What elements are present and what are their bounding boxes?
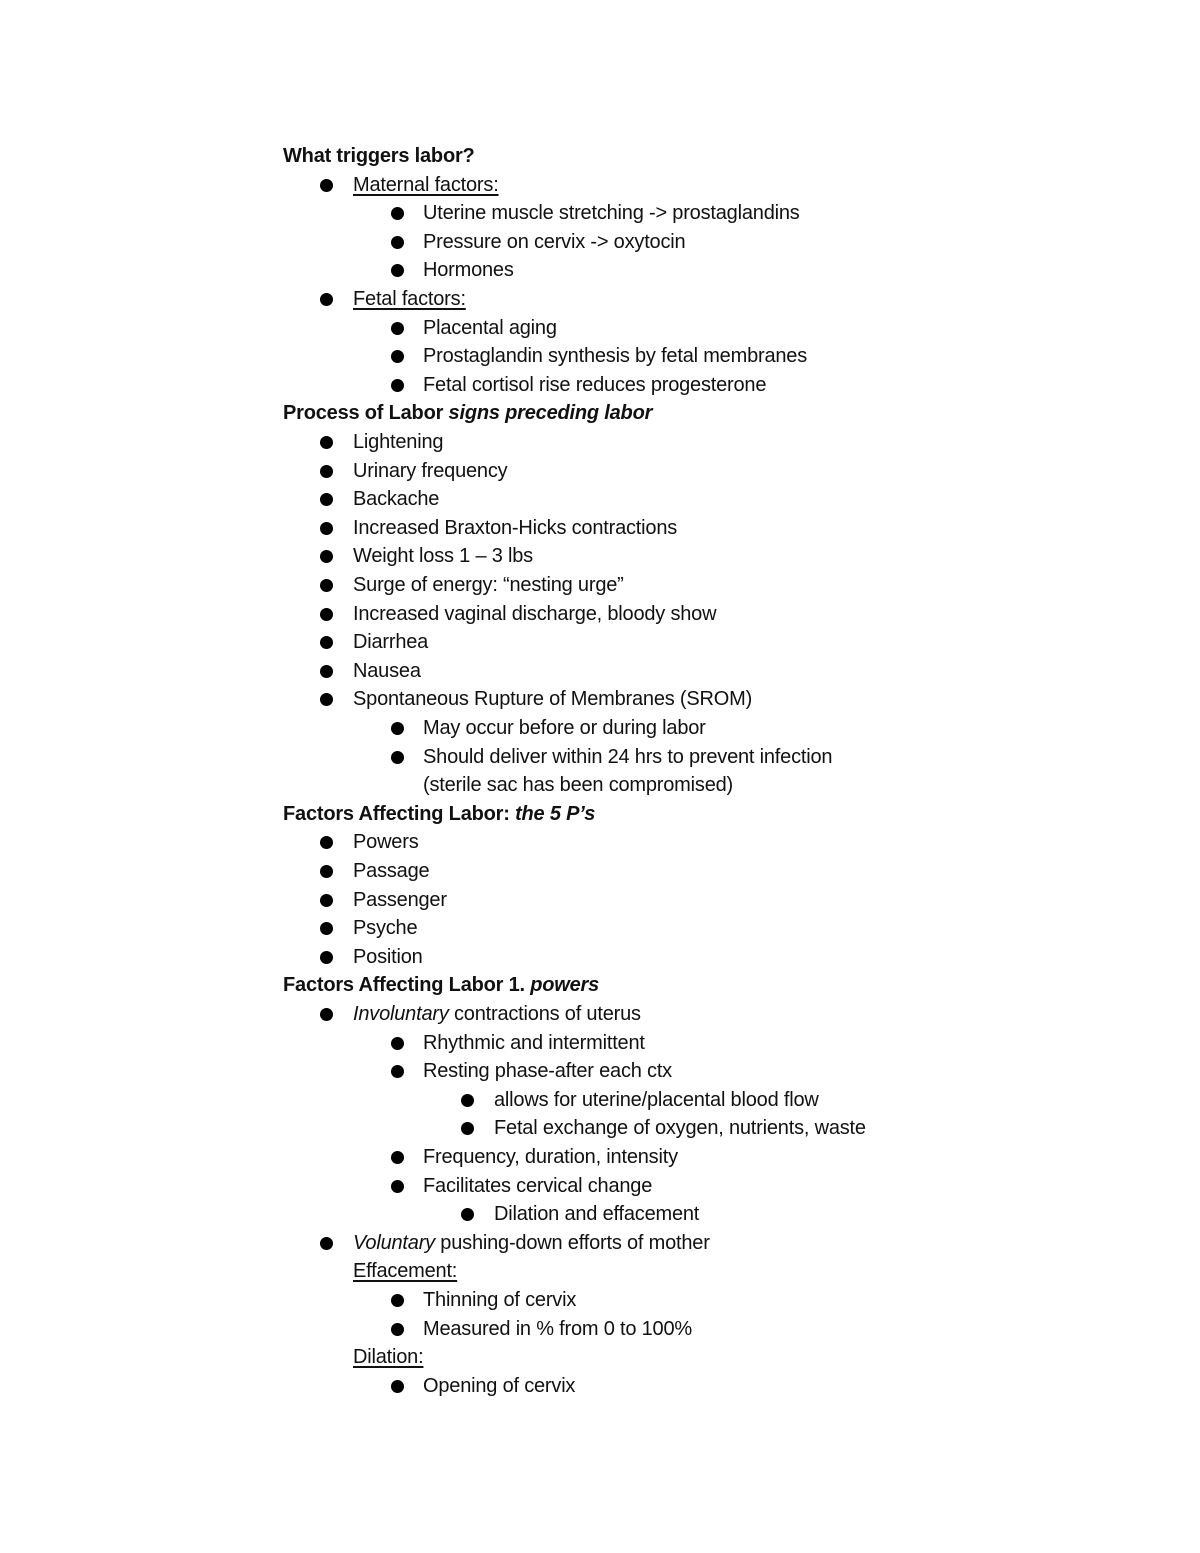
text-run: Backache <box>353 488 440 511</box>
line-text <box>353 685 752 714</box>
line-text <box>494 1086 819 1115</box>
bullet-icon <box>320 665 333 678</box>
bullet-icon <box>461 1094 474 1107</box>
line-text <box>353 542 533 571</box>
line-text <box>283 971 599 1000</box>
text-run: allows for uterine/placental blood flow <box>494 1088 819 1111</box>
text-run: Surge of energy: “nesting urge” <box>353 574 624 596</box>
text-run: Frequency, duration, intensity <box>423 1146 678 1168</box>
bullet-icon <box>320 636 333 649</box>
bullet-icon <box>391 1065 404 1078</box>
line-text <box>353 1229 710 1258</box>
text-run: Urinary frequency <box>353 459 508 482</box>
line-text <box>283 399 652 428</box>
bullet-icon <box>320 1008 333 1021</box>
text-run: pushing-down efforts of mother <box>434 1231 710 1254</box>
line-text <box>353 600 716 629</box>
bullet-icon <box>320 550 333 563</box>
text-run: Weight loss 1 – 3 lbs <box>353 545 533 568</box>
line-text <box>423 256 514 285</box>
bullet-icon <box>461 1122 474 1135</box>
bullet-icon <box>391 264 404 277</box>
text-run: Maternal factors: <box>353 173 499 196</box>
text-run: Powers <box>353 831 419 854</box>
text-run: Process of Labor <box>283 402 449 425</box>
line-text <box>353 1257 457 1286</box>
line-text <box>423 199 800 228</box>
text-run: Voluntary <box>353 1231 435 1254</box>
line-text <box>353 514 677 543</box>
bullet-icon <box>391 207 404 220</box>
text-run: Position <box>353 945 423 968</box>
bullet-icon <box>320 465 333 478</box>
line-text <box>353 943 423 972</box>
text-run: Increased Braxton-Hicks contractions <box>353 516 678 539</box>
line-text <box>494 1114 866 1143</box>
bullet-icon <box>391 236 404 249</box>
line-text <box>353 857 429 886</box>
text-run: powers <box>530 974 600 997</box>
line-text <box>353 171 499 200</box>
bullet-icon <box>391 350 404 363</box>
text-run: Passage <box>353 860 430 882</box>
bullet-icon <box>391 1323 404 1336</box>
bullet-icon <box>391 1380 404 1393</box>
text-run: Measured in % from 0 to 100% <box>423 1317 692 1340</box>
line-text <box>423 314 557 343</box>
line-text <box>423 371 766 400</box>
bullet-icon <box>320 894 333 907</box>
text-run: signs preceding labor <box>448 402 653 425</box>
text-run: Dilation: <box>353 1346 424 1369</box>
text-run: What triggers labor? <box>283 145 475 167</box>
bullet-icon <box>320 293 333 306</box>
line-text <box>423 1143 678 1172</box>
text-run: Increased vaginal discharge, bloody show <box>353 602 717 625</box>
text-run: Spontaneous Rupture of Membranes (SROM) <box>353 688 753 711</box>
line-text <box>423 714 706 743</box>
bullet-icon <box>391 379 404 392</box>
bullet-icon <box>320 522 333 535</box>
bullet-icon <box>461 1208 474 1221</box>
line-text <box>423 1172 652 1201</box>
line-text <box>423 1372 575 1401</box>
text-run: Prostaglandin synthesis by fetal membranes <box>423 345 808 368</box>
text-run: Hormones <box>423 259 514 282</box>
line-text <box>353 628 428 657</box>
line-text <box>423 1286 576 1315</box>
text-run: Dilation and effacement <box>494 1203 700 1226</box>
line-text <box>423 1315 692 1344</box>
text-run: Facilitates cervical change <box>423 1174 653 1197</box>
text-run: Uterine muscle stretching -> prostaglandins <box>423 202 800 225</box>
line-text <box>283 142 475 171</box>
text-run: Resting phase-after each ctx <box>423 1060 672 1083</box>
text-run: Placental aging <box>423 316 557 339</box>
text-run: Diarrhea <box>353 631 429 654</box>
line-text <box>353 428 443 457</box>
line-text <box>353 657 421 686</box>
line-text <box>353 1343 423 1372</box>
bullet-icon <box>320 865 333 878</box>
text-run: Effacement: <box>353 1260 458 1283</box>
text-run: Factors Affecting Labor 1. <box>283 974 531 997</box>
bullet-icon <box>391 722 404 735</box>
text-run: the 5 P’s <box>515 802 596 825</box>
line-text <box>353 886 447 915</box>
text-run: Pressure on cervix -> oxytocin <box>423 230 686 253</box>
text-run: Passenger <box>353 888 447 911</box>
bullet-icon <box>391 1294 404 1307</box>
bullet-icon <box>391 1151 404 1164</box>
bullet-icon <box>320 493 333 506</box>
text-run: Should deliver within 24 hrs to prevent infection <box>423 745 833 768</box>
text-run: Fetal factors: <box>353 288 466 310</box>
text-run: Lightening <box>353 431 444 453</box>
bullet-icon <box>320 951 333 964</box>
bullet-icon <box>320 436 333 449</box>
line-text <box>423 743 832 772</box>
bullet-icon <box>320 836 333 849</box>
text-run: Fetal cortisol rise reduces progesterone <box>423 373 767 396</box>
line-text <box>353 1000 641 1029</box>
line-text <box>423 342 807 371</box>
text-run: Thinning of cervix <box>423 1289 577 1311</box>
text-run: Rhythmic and intermittent <box>423 1031 645 1054</box>
line-text <box>353 285 466 314</box>
line-text <box>423 771 733 800</box>
line-text <box>353 571 624 600</box>
bullet-icon <box>391 751 404 764</box>
text-run: contractions of uterus <box>448 1003 641 1025</box>
text-run: Psyche <box>353 917 418 940</box>
bullet-icon <box>320 922 333 935</box>
text-run: Nausea <box>353 659 421 682</box>
bullet-icon <box>320 1237 333 1250</box>
line-text <box>353 914 417 943</box>
bullet-icon <box>320 693 333 706</box>
bullet-icon <box>320 579 333 592</box>
line-text <box>423 1057 672 1086</box>
text-run: Fetal exchange of oxygen, nutrients, waste <box>494 1117 866 1140</box>
bullet-icon <box>320 608 333 621</box>
text-run: (sterile sac has been compromised) <box>423 774 733 797</box>
line-text <box>423 228 685 257</box>
line-text <box>494 1200 699 1229</box>
line-text <box>353 828 419 857</box>
text-run: May occur before or during labor <box>423 717 706 739</box>
line-text <box>423 1029 645 1058</box>
line-text <box>353 485 439 514</box>
bullet-icon <box>391 322 404 335</box>
text-run: Involuntary <box>353 1003 449 1025</box>
line-text <box>283 800 595 829</box>
bullet-icon <box>391 1037 404 1050</box>
line-text <box>353 457 507 486</box>
text-run: Factors Affecting Labor: <box>283 802 516 825</box>
bullet-icon <box>391 1180 404 1193</box>
bullet-icon <box>320 179 333 192</box>
text-run: Opening of cervix <box>423 1374 576 1397</box>
